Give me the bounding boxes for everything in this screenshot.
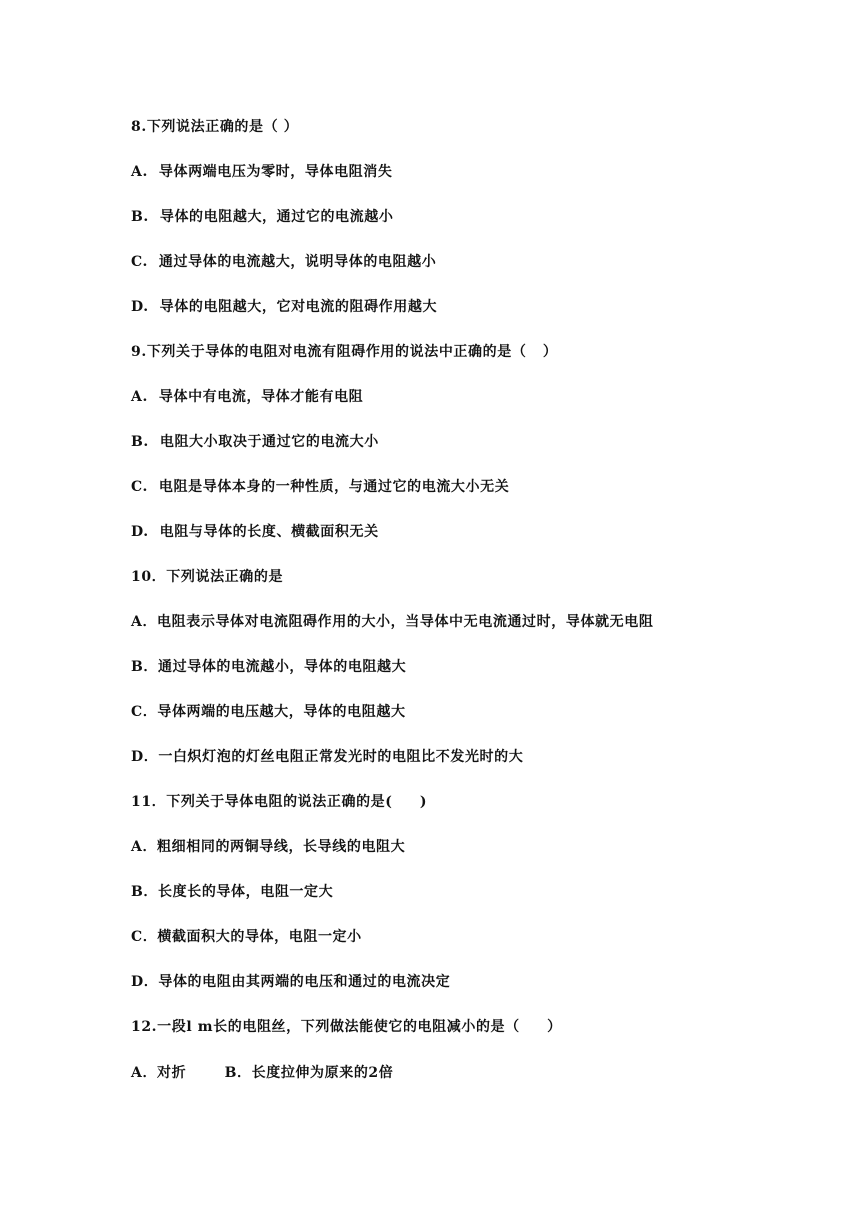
question-10-option-d: D．一白炽灯泡的灯丝电阻正常发光时的电阻比不发光时的大 bbox=[131, 749, 524, 765]
question-8-option-b: B. 导体的电阻越大，通过它的电流越小 bbox=[131, 209, 394, 225]
question-9-stem: 9.下列关于导体的电阻对电流有阻碍作用的说法中正确的是（ ） bbox=[131, 344, 558, 360]
question-12-stem: 12.一段l m长的电阻丝，下列做法能使它的电阻减小的是（ ） bbox=[131, 1019, 562, 1035]
question-8-option-c: C. 通过导体的电流越大，说明导体的电阻越小 bbox=[131, 254, 437, 270]
question-11-option-a: A．粗细相同的两铜导线，长导线的电阻大 bbox=[131, 839, 406, 855]
question-12-options-ab: A．对折 B．长度拉伸为原来的2倍 bbox=[131, 1065, 394, 1081]
question-9-option-d: D. 电阻与导体的长度、横截面积无关 bbox=[131, 524, 379, 540]
question-11-option-b: B．长度长的导体，电阻一定大 bbox=[131, 884, 334, 900]
question-11-option-c: C．横截面积大的导体，电阻一定小 bbox=[131, 929, 362, 945]
question-10-option-c: C．导体两端的电压越大，导体的电阻越大 bbox=[131, 704, 406, 720]
question-8-option-d: D. 导体的电阻越大，它对电流的阻碍作用越大 bbox=[131, 299, 438, 315]
question-11-option-d: D．导体的电阻由其两端的电压和通过的电流决定 bbox=[131, 974, 451, 990]
question-9-option-c: C. 电阻是导体本身的一种性质，与通过它的电流大小无关 bbox=[131, 479, 510, 495]
question-9-option-b: B. 电阻大小取决于通过它的电流大小 bbox=[131, 434, 379, 450]
question-8-option-a: A. 导体两端电压为零时，导体电阻消失 bbox=[131, 164, 393, 180]
question-10-option-a: A．电阻表示导体对电流阻碍作用的大小，当导体中无电流通过时，导体就无电阻 bbox=[131, 614, 654, 630]
question-10-option-b: B．通过导体的电流越小，导体的电阻越大 bbox=[131, 659, 407, 675]
question-9-option-a: A. 导体中有电流，导体才能有电阻 bbox=[131, 389, 364, 405]
question-8-stem: 8.下列说法正确的是（ ） bbox=[131, 119, 299, 135]
question-10-stem: 10．下列说法正确的是 bbox=[131, 569, 284, 585]
question-11-stem: 11．下列关于导体电阻的说法正确的是( ) bbox=[131, 794, 428, 810]
